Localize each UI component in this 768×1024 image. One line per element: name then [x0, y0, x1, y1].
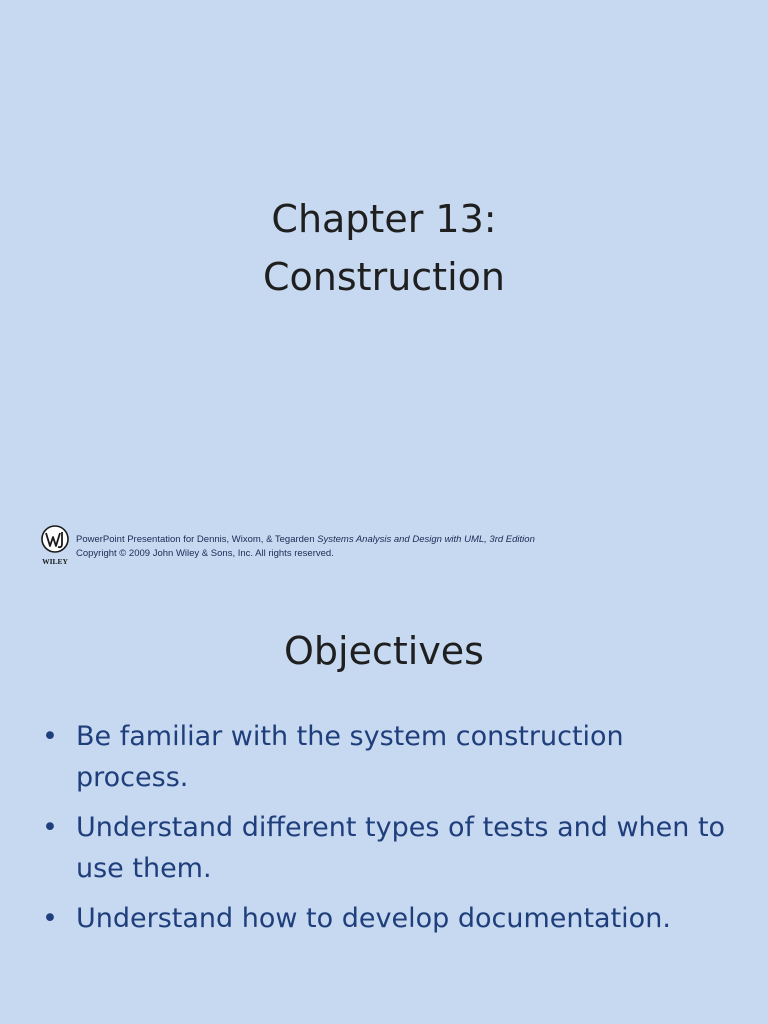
objectives-slide: [0, 600, 768, 1024]
list-item: [40, 807, 730, 889]
chapter-title: Construction: [263, 255, 505, 299]
chapter-number: Chapter 13:: [271, 197, 497, 241]
list-item: [40, 898, 730, 939]
publisher-footer: [40, 524, 740, 566]
footer-book-title: Systems Analysis and Design with UML, 3rd Edition: [317, 534, 535, 545]
footer-citation: [76, 533, 535, 561]
footer-authors: PowerPoint Presentation for Dennis, Wixom, & Tegarden: [76, 534, 318, 545]
list-item: [40, 716, 730, 798]
objectives-list: [40, 716, 730, 948]
wiley-logo-text: WILEY: [42, 557, 68, 566]
footer-line-1: [76, 533, 535, 547]
bullet-text: Understand different types of tests and when to use them.: [76, 812, 726, 884]
bullet-text: Understand how to develop documentation.: [76, 903, 671, 934]
bullet-text: Be familiar with the system construction process.: [76, 721, 624, 793]
wiley-logo-icon: [40, 524, 72, 566]
bullet-icon: •: [42, 903, 58, 934]
title-slide-heading: [0, 190, 768, 306]
bullet-icon: •: [42, 721, 58, 752]
footer-copyright: Copyright © 2009 John Wiley & Sons, Inc. All rights reserved.: [76, 548, 334, 559]
objectives-heading: Objectives: [284, 629, 484, 673]
bullet-icon: •: [42, 812, 58, 843]
